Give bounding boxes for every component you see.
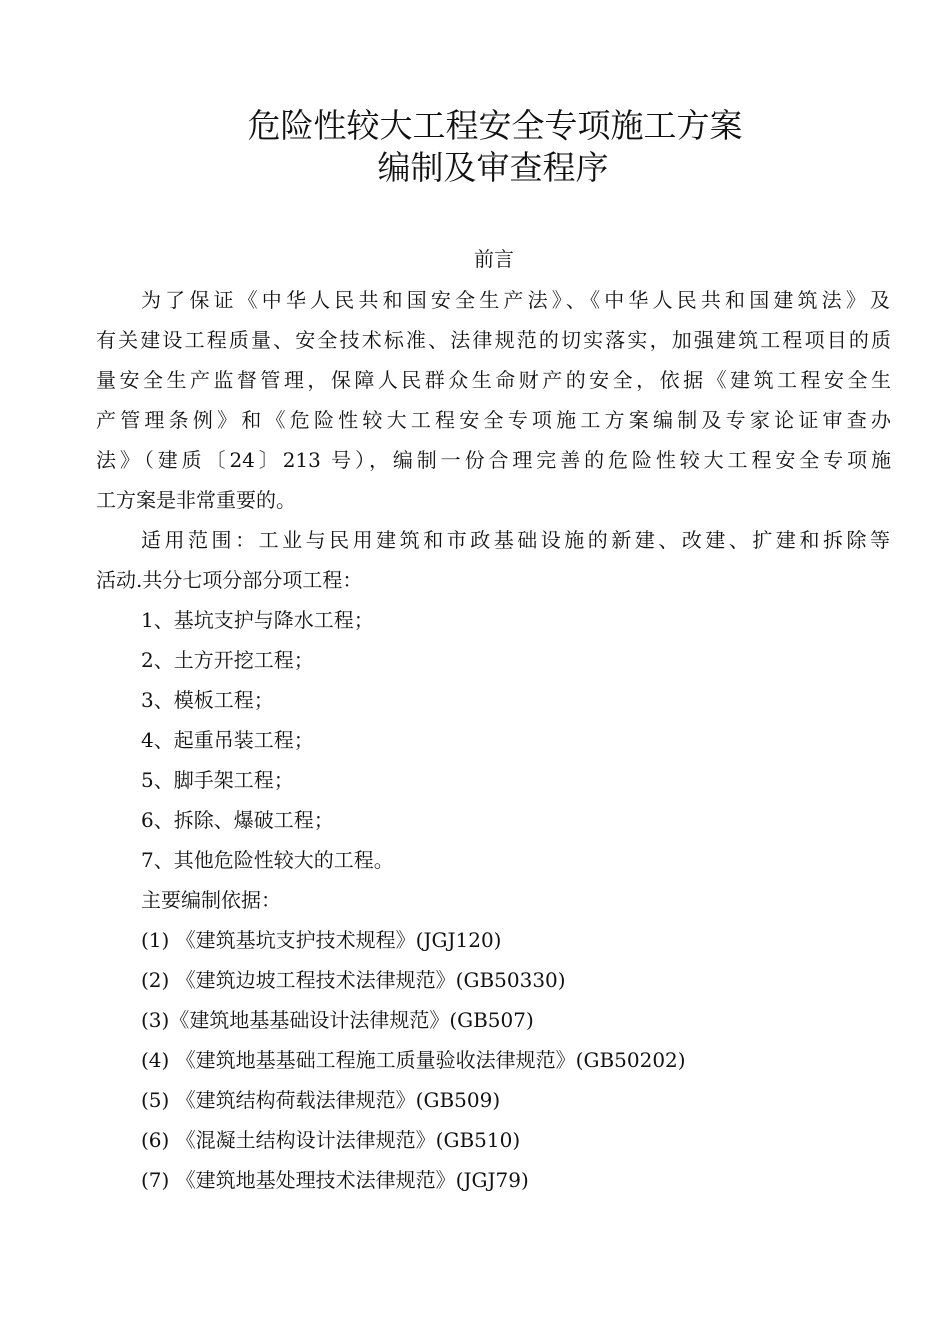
paragraph1-line: 法》（建质〔24〕213 号），编制一份合理完善的危险性较大工程安全专项施 xyxy=(96,448,891,472)
scope-item: 6、拆除、爆破工程； xyxy=(141,808,334,832)
scope-item: 3、模板工程； xyxy=(141,688,274,712)
paragraph2-line: 活动.共分七项分部分项工程： xyxy=(96,568,363,592)
scope-item: 5、脚手架工程； xyxy=(141,768,294,792)
preface-heading: 前言 xyxy=(474,247,514,271)
paragraph1-line: 量安全生产监督管理，保障人民群众生命财产的安全，依据《建筑工程安全生 xyxy=(96,368,891,392)
scope-item: 1、基坑支护与降水工程； xyxy=(141,608,374,632)
scope-item: 2、土方开挖工程； xyxy=(141,648,314,672)
basis-item: (1) 《建筑基坑支护技术规程》(JGJ120) xyxy=(141,928,502,952)
basis-item: (5) 《建筑结构荷载法律规范》(GB509) xyxy=(141,1088,501,1112)
basis-heading: 主要编制依据： xyxy=(141,888,281,912)
basis-item: (7) 《建筑地基处理技术法律规范》(JGJ79) xyxy=(141,1168,529,1192)
paragraph1-line: 工方案是非常重要的。 xyxy=(96,488,296,512)
scope-item: 4、起重吊装工程； xyxy=(141,728,314,752)
basis-item: (4) 《建筑地基基础工程施工质量验收法律规范》(GB50202) xyxy=(141,1048,686,1072)
basis-item: (6) 《混凝土结构设计法律规范》(GB510) xyxy=(141,1128,521,1152)
paragraph2-line: 适用范围：工业与民用建筑和市政基础设施的新建、改建、扩建和拆除等 xyxy=(141,528,890,552)
scope-item: 7、其他危险性较大的工程。 xyxy=(141,848,394,872)
basis-item: (3)《建筑地基基础设计法律规范》(GB507) xyxy=(141,1008,534,1032)
paragraph1-line: 产管理条例》和《危险性较大工程安全专项施工方案编制及专家论证审查办 xyxy=(96,408,891,432)
paragraph1-line: 为了保证《中华人民共和国安全生产法》、《中华人民共和国建筑法》及 xyxy=(141,288,890,312)
basis-item: (2) 《建筑边坡工程技术法律规范》(GB50330) xyxy=(141,968,566,992)
paragraph1-line: 有关建设工程质量、安全技术标准、法律规范的切实落实，加强建筑工程项目的质 xyxy=(96,328,891,352)
document-title-line1: 危险性较大工程安全专项施工方案 xyxy=(247,106,743,145)
document-title-line2: 编制及审查程序 xyxy=(377,148,609,187)
